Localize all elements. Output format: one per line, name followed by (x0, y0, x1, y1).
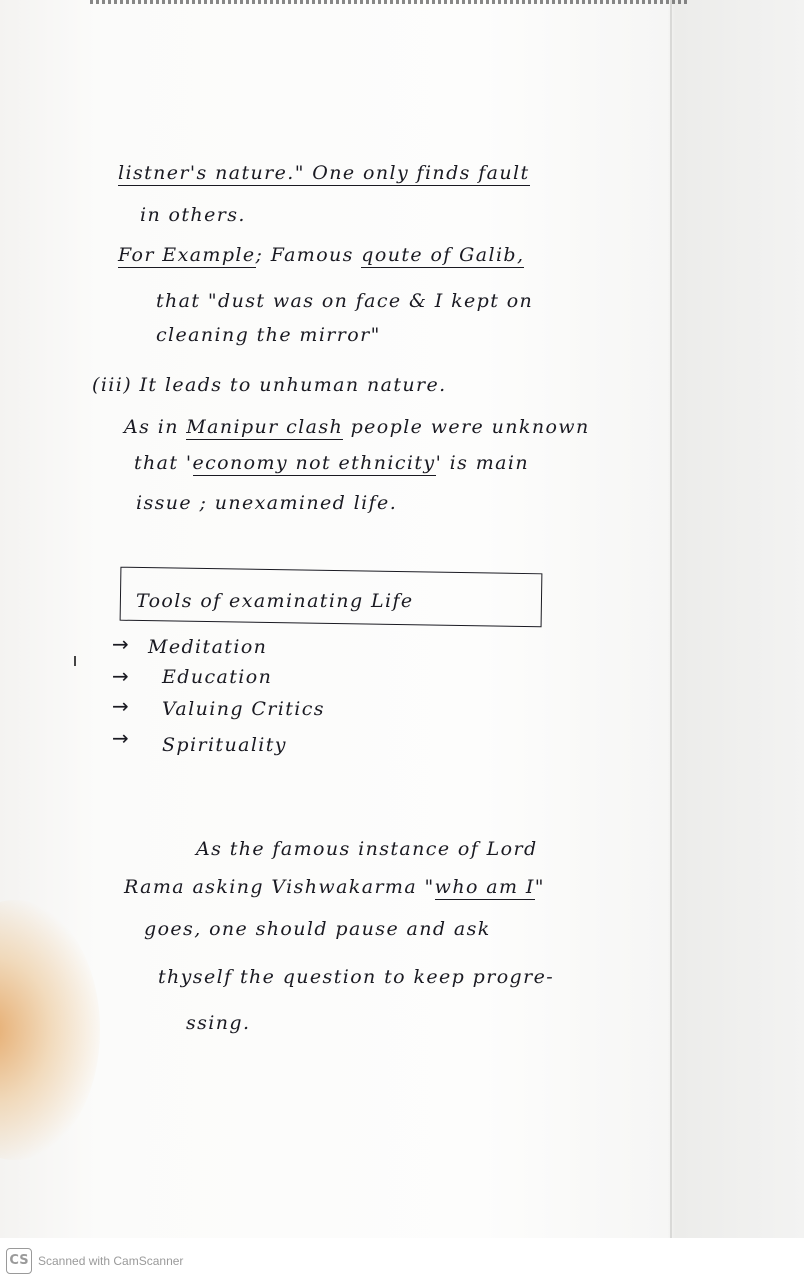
para-line-4: thyself the question to keep progre- (158, 966, 555, 988)
arrow-bullet-icon: → (112, 632, 129, 656)
text-line-3 (118, 244, 524, 266)
text-line-6: (iii) It leads to unhuman nature. (92, 374, 447, 396)
text-line-4: that "dust was on face & I kept on (156, 290, 534, 312)
manipur-clash-label: Manipur clash (186, 416, 344, 438)
text-line-5: cleaning the mirror" (156, 324, 381, 346)
bullet-item: Education (162, 666, 273, 688)
for-example-label: For Example (118, 244, 256, 266)
text-fragment: people were unknown (350, 416, 590, 438)
text-fragment: that ' (134, 452, 193, 474)
para-line-1: As the famous instance of Lord (196, 838, 538, 860)
bullet-item: Meditation (148, 636, 268, 658)
text-line (118, 162, 530, 184)
margin-mark (74, 656, 76, 666)
text-line-8 (134, 452, 529, 474)
para-line-3: goes, one should pause and ask (144, 918, 491, 940)
tools-heading: Tools of examinating Life (136, 590, 414, 612)
text-fragment: ; Famous (255, 244, 354, 266)
text-line-7 (124, 416, 590, 438)
who-am-i-phrase: who am I (434, 876, 535, 898)
text-fragment: " (534, 876, 545, 898)
paper-stain (0, 900, 100, 1160)
quote-label: qoute of Galib, (361, 244, 525, 266)
text-line-1: listner's nature." One only finds fault (118, 162, 530, 184)
text-fragment: Rama asking Vishwakarma " (124, 876, 435, 898)
para-line-5: ssing. (186, 1012, 251, 1034)
text-fragment: As in (124, 416, 179, 438)
bullet-item: Spirituality (162, 734, 287, 756)
economy-phrase: economy not ethnicity (192, 452, 436, 474)
bullet-item: Valuing Critics (162, 698, 325, 720)
text-line-2: in others. (140, 204, 246, 226)
camscanner-watermark: Scanned with CamScanner (38, 1254, 184, 1268)
page-fold-line (670, 0, 672, 1240)
page-top-edge (90, 0, 690, 4)
para-line-2 (124, 876, 545, 898)
arrow-bullet-icon: → (112, 664, 129, 688)
text-fragment: ' is main (435, 452, 529, 474)
camscanner-logo-icon: CS (6, 1248, 32, 1274)
arrow-bullet-icon: → (112, 694, 129, 718)
text-line-9: issue ; unexamined life. (136, 492, 398, 514)
arrow-bullet-icon: → (112, 726, 129, 750)
